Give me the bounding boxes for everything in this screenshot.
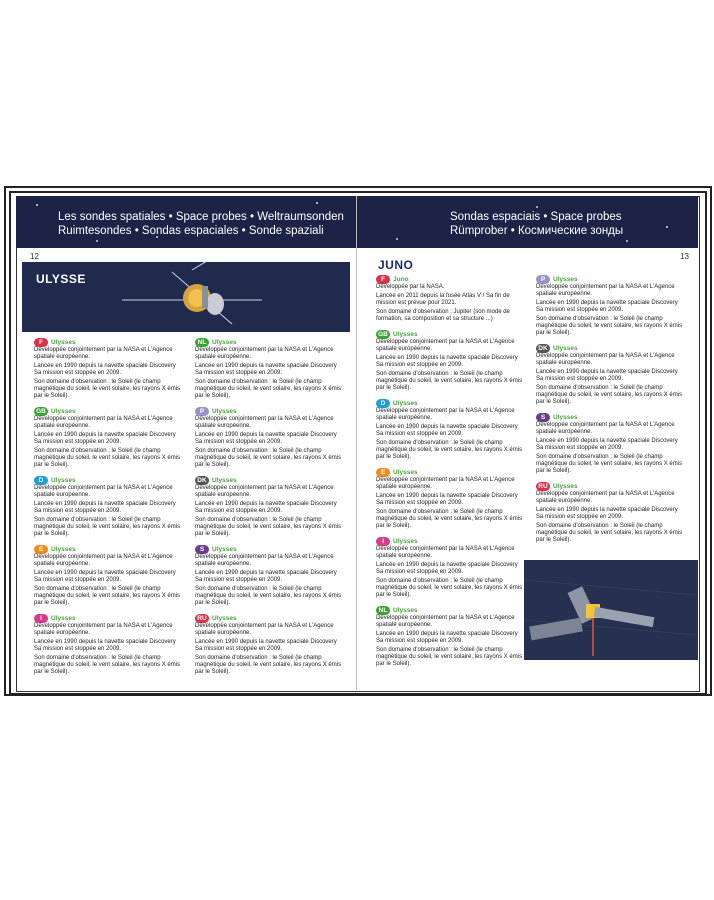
entry-launch: Lancée en 1990 depuis la navette spaciale Discovery Sa mission est stoppée en 2009. [34,363,176,376]
language-badge: RU [536,482,550,491]
entry-header [536,481,686,491]
entry-text [34,347,184,400]
entry-launch: Lancée en 1990 depuis la navette spaciale Discovery Sa mission est stoppée en 2009. [536,300,678,313]
language-badge: F [34,338,48,347]
entry-text [195,554,345,607]
language-badge: NL [195,338,209,347]
entry-launch: Lancée en 1990 depuis la navette spaciale Discovery Sa mission est stoppée en 2009. [34,570,176,583]
language-badge: D [34,476,48,485]
language-badge: S [536,413,550,422]
language-entry [195,475,345,538]
entry-header [195,544,345,554]
language-badge: DK [536,344,550,353]
entry-launch: Lancée en 1990 depuis la navette spaciale Discovery Sa mission est stoppée en 2009. [195,363,337,376]
entry-description: Développée conjointement par la NASA et L'Agence spatiale européenne. [34,416,173,429]
entry-description: Développée conjointement par la NASA et L'Agence spatiale européenne. [376,408,515,421]
banner-left-line2: Ruimtesondes • Sondas espaciales • Sonde spaziali [58,225,324,237]
entry-description: Développée conjointement par la NASA et L'Agence spatiale européenne. [34,554,173,567]
probe-name: Ulysses [212,545,237,553]
language-entry [376,536,526,599]
entry-observation: Son domaine d'observation : le Soleil (le champ magnétique du soleil, le vent solaire, les rayons X émis par le Soleil). [536,385,683,405]
language-entry [34,544,184,607]
language-badge: D [376,399,390,408]
language-badge: P [195,407,209,416]
entry-launch: Lancée en 1990 depuis la navette spaciale Discovery Sa mission est stoppée en 2009. [536,369,678,382]
entry-launch: Lancée en 1990 depuis la navette spaciale Discovery Sa mission est stoppée en 2009. [376,493,518,506]
entry-header [376,274,526,284]
probe-name: Ulysses [212,338,237,346]
entry-observation: Son domaine d'observation : le Soleil (le champ magnétique du soleil, le vent solaire, les rayons X émis par le Soleil). [34,655,181,675]
juno-title: JUNO [378,258,414,272]
probe-name: Ulysses [51,407,76,415]
entry-observation: Son domaine d'observation : le Soleil (le champ magnétique du soleil, le vent solaire, les rayons X émis par le Soleil). [34,379,181,399]
entry-text [195,416,345,469]
probe-name: Ulysses [553,275,578,283]
probe-name: Ulysses [51,338,76,346]
entry-observation: Son domaine d'observation : le Soleil (le champ magnétique du soleil, le vent solaire, les rayons X émis par le Soleil). [376,440,523,460]
entry-description: Développée conjointement par la NASA et L'Agence spatiale européenne. [536,353,675,366]
entry-observation: Son domaine d'observation : le Soleil (le champ magnétique du soleil, le vent solaire, les rayons X émis par le Soleil). [34,448,181,468]
header-banner [16,196,698,248]
entry-text [536,491,686,544]
entry-observation: Son domaine d'observation : le Soleil (le champ magnétique du soleil, le vent solaire, les rayons X émis par le Soleil). [376,647,523,667]
language-entry [376,398,526,461]
language-badge: DK [195,476,209,485]
banner-right-line2: Rümprober • Космические зонды [450,225,624,237]
probe-name: Ulysses [553,413,578,421]
entry-observation: Son domaine d'observation : le Soleil (le champ magnétique du soleil, le vent solaire, les rayons X émis par le Soleil). [195,586,342,606]
entry-text [195,623,345,676]
entry-observation: Son domaine d'observation : le Soleil (le champ magnétique du soleil, le vent solaire, les rayons X émis par le Soleil). [536,454,683,474]
entry-header [376,467,526,477]
probe-name: Ulysses [51,476,76,484]
language-entry [195,337,345,400]
entry-header [34,544,184,554]
entry-text [536,284,686,337]
banner-right-line1: Sondas espaciais • Space probes [450,211,622,223]
language-badge: RU [195,614,209,623]
language-entry [34,475,184,538]
entry-launch: Lancée en 1990 depuis la navette spaciale Discovery Sa mission est stoppée en 2009. [376,562,518,575]
ulysse-title: ULYSSE [36,272,86,286]
entry-text [34,623,184,676]
entry-observation: Son domaine d'observation : le Soleil (le champ magnétique du soleil, le vent solaire, les rayons X émis par le Soleil). [536,523,683,543]
language-badge: NL [376,606,390,615]
entry-header [536,274,686,284]
probe-name: Ulysses [212,476,237,484]
language-entry [376,605,526,668]
language-entry [536,412,686,475]
probe-name: Ulysses [393,537,418,545]
entry-launch: Lancée en 1990 depuis la navette spaciale Discovery Sa mission est stoppée en 2009. [536,507,678,520]
booklet-spine [356,196,357,690]
entry-text [376,546,526,599]
entry-observation: Son domaine d'observation : le Soleil (le champ magnétique du soleil, le vent solaire, les rayons X émis par le Soleil). [195,448,342,468]
language-entry [536,343,686,406]
language-badge: F [376,275,390,284]
entry-header [376,329,526,339]
juno-probe-illustration [524,560,698,660]
entry-launch: Lancée en 1990 depuis la navette spaciale Discovery Sa mission est stoppée en 2009. [34,432,176,445]
page-number-right: 13 [680,252,689,261]
entry-text [376,284,526,323]
entry-launch: Lancée en 1990 depuis la navette spaciale Discovery Sa mission est stoppée en 2009. [376,631,518,644]
right-column-2 [536,274,686,550]
entry-header [195,406,345,416]
language-entry [34,337,184,400]
language-entry [34,406,184,469]
entry-description: Développée conjointement par la NASA et L'Agence spatiale européenne. [536,491,675,504]
probe-name: Juno [393,275,409,283]
language-entry [376,274,526,323]
entry-observation: Son domaine d'observation : le Soleil (le champ magnétique du soleil, le vent solaire, les rayons X émis par le Soleil). [34,517,181,537]
entry-launch: Lancée en 1990 depuis la navette spaciale Discovery Sa mission est stoppée en 2009. [195,639,337,652]
entry-observation: Son domaine d'observation : le Soleil (le champ magnétique du soleil, le vent solaire, les rayons X émis par le Soleil). [536,316,683,336]
language-badge: S [195,545,209,554]
entry-description: Développée par la NASA. [376,284,445,290]
language-badge: I [34,614,48,623]
language-badge: GB [376,330,390,339]
entry-launch: Lancée en 2011 depuis la fusée Atlas V / Sa fin de mission est prévue pour 2021. [376,293,510,306]
entry-header [536,412,686,422]
entry-header [34,406,184,416]
entry-observation: Son domaine d'observation : le Soleil (le champ magnétique du soleil, le vent solaire, les rayons X émis par le Soleil). [195,655,342,675]
entry-observation: Son domaine d'observation : le Soleil (le champ magnétique du soleil, le vent solaire, les rayons X émis par le Soleil). [195,517,342,537]
entry-launch: Lancée en 1990 depuis la navette spaciale Discovery Sa mission est stoppée en 2009. [34,501,176,514]
language-entry [376,329,526,392]
entry-launch: Lancée en 1990 depuis la navette spaciale Discovery Sa mission est stoppée en 2009. [195,570,337,583]
left-column-1 [34,337,184,682]
entry-text [376,408,526,461]
entry-header [376,536,526,546]
entry-description: Développée conjointement par la NASA et L'Agence spatiale européenne. [376,615,515,628]
entry-observation: Son domaine d'observation : le Soleil (le champ magnétique du soleil, le vent solaire, les rayons X émis par le Soleil). [376,509,523,529]
language-entry [536,481,686,544]
left-column-2 [195,337,345,682]
language-entry [195,406,345,469]
entry-observation: Son domaine d'observation : le Soleil (le champ magnétique du soleil, le vent solaire, les rayons X émis par le Soleil). [376,371,523,391]
probe-name: Ulysses [393,606,418,614]
entry-text [34,416,184,469]
probe-name: Ulysses [51,545,76,553]
entry-header [195,475,345,485]
entry-observation: Son domaine d'observation : le Soleil (le champ magnétique du soleil, le vent solaire, les rayons X émis par le Soleil). [376,578,523,598]
entry-text [34,485,184,538]
right-column-1 [376,274,526,674]
entry-description: Développée conjointement par la NASA et L'Agence spatiale européenne. [34,623,173,636]
entry-text [195,485,345,538]
language-badge: GB [34,407,48,416]
entry-description: Développée conjointement par la NASA et L'Agence spatiale européenne. [195,485,334,498]
probe-name: Ulysses [393,468,418,476]
entry-launch: Lancée en 1990 depuis la navette spaciale Discovery Sa mission est stoppée en 2009. [536,438,678,451]
probe-name: Ulysses [212,407,237,415]
language-badge: E [34,545,48,554]
entry-launch: Lancée en 1990 depuis la navette spaciale Discovery Sa mission est stoppée en 2009. [195,501,337,514]
entry-text [195,347,345,400]
page-number-left: 12 [30,252,39,261]
juno-hero-image [524,560,698,660]
probe-name: Ulysses [553,344,578,352]
entry-description: Développée conjointement par la NASA et L'Agence spatiale européenne. [195,623,334,636]
entry-description: Développée conjointement par la NASA et L'Agence spatiale européenne. [376,477,515,490]
entry-header [34,613,184,623]
entry-text [34,554,184,607]
entry-text [536,353,686,406]
banner-left-line1: Les sondes spatiales • Space probes • Weltraumsonden [58,211,344,223]
entry-header [34,337,184,347]
language-entry [34,613,184,676]
entry-description: Développée conjointement par la NASA et L'Agence spatiale européenne. [376,546,515,559]
entry-launch: Lancée en 1990 depuis la navette spaciale Discovery Sa mission est stoppée en 2009. [376,355,518,368]
entry-launch: Lancée en 1990 depuis la navette spaciale Discovery Sa mission est stoppée en 2009. [376,424,518,437]
entry-launch: Lancée en 1990 depuis la navette spaciale Discovery Sa mission est stoppée en 2009. [34,639,176,652]
probe-name: Ulysses [553,482,578,490]
entry-launch: Lancée en 1990 depuis la navette spaciale Discovery Sa mission est stoppée en 2009. [195,432,337,445]
language-badge: P [536,275,550,284]
language-entry [536,274,686,337]
entry-text [536,422,686,475]
entry-description: Développée conjointement par la NASA et L'Agence spatiale européenne. [536,284,675,297]
entry-description: Développée conjointement par la NASA et L'Agence spatiale européenne. [195,416,334,429]
entry-header [195,613,345,623]
entry-observation: Son domaine d'observation : Jupiter (son mode de formation, sa composition et sa structure ...) [376,309,510,322]
entry-text [376,615,526,668]
entry-description: Développée conjointement par la NASA et L'Agence spatiale européenne. [34,347,173,360]
entry-observation: Son domaine d'observation : le Soleil (le champ magnétique du soleil, le vent solaire, les rayons X émis par le Soleil). [195,379,342,399]
language-badge: I [376,537,390,546]
language-entry [195,613,345,676]
entry-observation: Son domaine d'observation : le Soleil (le champ magnétique du soleil, le vent solaire, les rayons X émis par le Soleil). [34,586,181,606]
language-entry [195,544,345,607]
entry-description: Développée conjointement par la NASA et L'Agence spatiale européenne. [536,422,675,435]
language-entry [376,467,526,530]
probe-name: Ulysses [212,614,237,622]
entry-header [536,343,686,353]
probe-name: Ulysses [393,330,418,338]
entry-header [376,398,526,408]
entry-text [376,339,526,392]
probe-name: Ulysses [393,399,418,407]
entry-description: Développée conjointement par la NASA et L'Agence spatiale européenne. [376,339,515,352]
probe-name: Ulysses [51,614,76,622]
entry-description: Développée conjointement par la NASA et L'Agence spatiale européenne. [195,554,334,567]
language-badge: E [376,468,390,477]
entry-description: Développée conjointement par la NASA et L'Agence spatiale européenne. [34,485,173,498]
entry-text [376,477,526,530]
entry-header [376,605,526,615]
entry-header [34,475,184,485]
entry-description: Développée conjointement par la NASA et L'Agence spatiale européenne. [195,347,334,360]
entry-header [195,337,345,347]
